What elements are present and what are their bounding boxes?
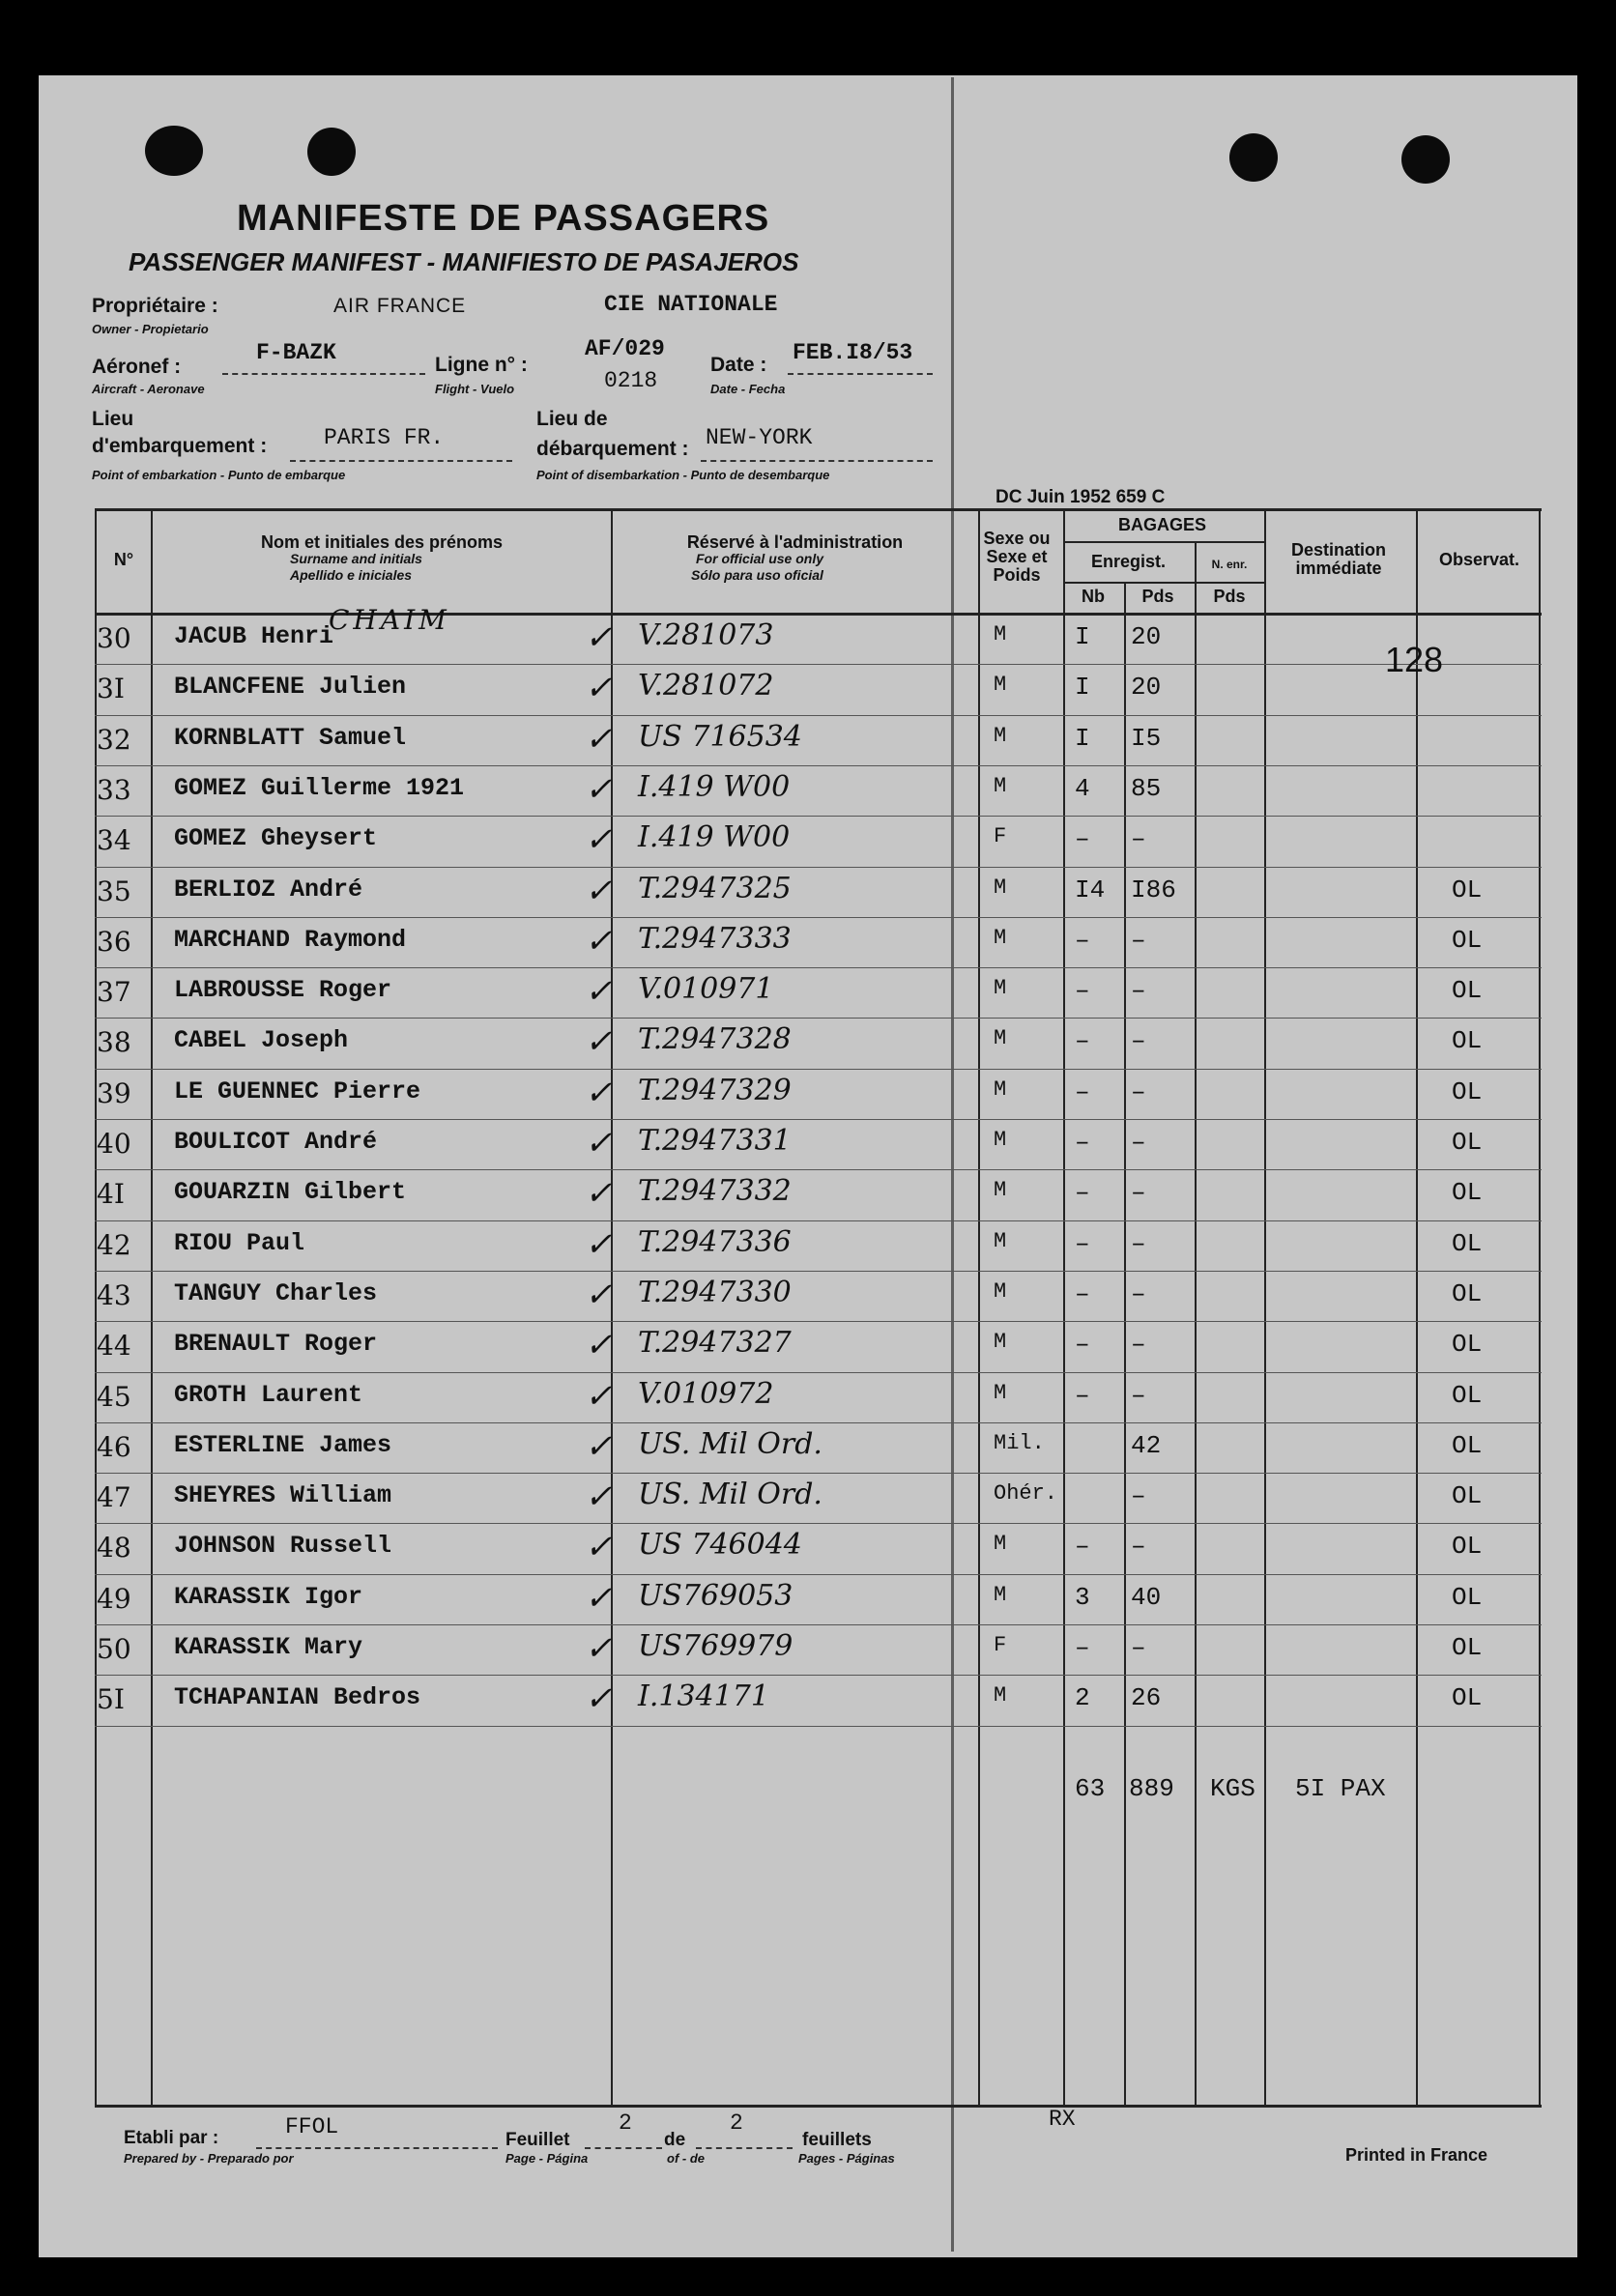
baggage-weight: – (1131, 1532, 1146, 1562)
sex: M (994, 1683, 1007, 1708)
official-ref: I.419 W00 (638, 820, 791, 855)
page-sub: Page - Página (505, 2151, 589, 2166)
passenger-name: RIOU Paul (174, 1228, 305, 1257)
baggage-weight: – (1131, 1633, 1146, 1662)
sheets-label: feuillets (802, 2130, 872, 2150)
row-rule (95, 1422, 1542, 1423)
passenger-name: BRENAULT Roger (174, 1330, 378, 1359)
row-number: 38 (97, 1026, 131, 1059)
official-ref: V.281072 (638, 669, 774, 703)
passenger-name: KARASSIK Igor (174, 1582, 363, 1611)
form-code: DC Juin 1952 659 C (996, 487, 1166, 507)
printed-in: Printed in France (1345, 2145, 1488, 2165)
row-number: 45 (97, 1380, 131, 1413)
check-mark-icon: ✓ (585, 1528, 613, 1567)
prepared-dotline (256, 2147, 498, 2149)
observation: OL (1452, 1330, 1483, 1360)
sex: M (994, 1228, 1007, 1253)
baggage-count: – (1075, 1128, 1090, 1157)
passenger-name: GOUARZIN Gilbert (174, 1178, 407, 1207)
row-number: 32 (97, 723, 131, 756)
baggage-weight: 20 (1131, 622, 1162, 651)
row-number: 40 (97, 1128, 131, 1160)
sex: M (994, 976, 1007, 1001)
baggage-weight: – (1131, 1228, 1146, 1258)
official-ref: I.419 W00 (638, 769, 791, 804)
date-label: Date : (710, 354, 767, 376)
punch-hole (307, 128, 356, 176)
col-name: Nom et initiales des prénoms (260, 532, 504, 552)
observation: OL (1452, 1633, 1483, 1662)
baggage-count: – (1075, 1228, 1090, 1258)
aircraft-value: F-BAZK (256, 340, 336, 365)
passenger-name: BLANCFENE Julien (174, 673, 407, 702)
row-number: 44 (97, 1330, 131, 1363)
page-label: Feuillet (505, 2130, 570, 2150)
observation: OL (1452, 1683, 1483, 1713)
punch-hole (1401, 135, 1450, 184)
sex: M (994, 1076, 1007, 1102)
check-mark-icon: ✓ (585, 1679, 613, 1719)
baggage-weight: I86 (1131, 875, 1176, 904)
baggage-weight: – (1131, 1380, 1146, 1410)
owner-sub: Owner - Propietario (92, 322, 209, 336)
table-top-rule (95, 508, 1542, 511)
aircraft-sub: Aircraft - Aeronave (92, 382, 205, 396)
row-rule (95, 1119, 1542, 1120)
baggage-weight: 85 (1131, 773, 1162, 803)
official-ref: I.134171 (638, 1679, 769, 1714)
sex: F (994, 1633, 1007, 1657)
owner-label: Propriétaire : (92, 295, 218, 317)
page-dotline (585, 2147, 662, 2149)
check-mark-icon: ✓ (585, 669, 613, 708)
col-pds: Pds (1141, 587, 1174, 606)
passenger-name: TANGUY Charles (174, 1278, 378, 1307)
table-header-rule (95, 613, 1542, 616)
observation: OL (1452, 1532, 1483, 1562)
row-number: 50 (97, 1633, 131, 1665)
baggage-count: – (1075, 824, 1090, 854)
sex: M (994, 1128, 1007, 1152)
passenger-name: KARASSIK Mary (174, 1633, 363, 1661)
baggage-count: – (1075, 976, 1090, 1006)
enreg-rule (1063, 582, 1264, 584)
official-ref: US. Mil Ord. (638, 1478, 822, 1512)
baggage-count: – (1075, 1278, 1090, 1308)
passenger-name: LABROUSSE Roger (174, 976, 392, 1005)
row-number: 35 (97, 875, 131, 907)
baggage-weight: – (1131, 1076, 1146, 1106)
official-ref: T.2947331 (638, 1124, 792, 1158)
table-column-rule (978, 508, 980, 2105)
official-ref: T.2947332 (638, 1174, 792, 1209)
row-number: 4I (97, 1178, 125, 1211)
observation: OL (1452, 1026, 1483, 1056)
row-rule (95, 715, 1542, 716)
prepared-sub: Prepared by - Preparado por (124, 2151, 294, 2166)
baggage-weight: – (1131, 976, 1146, 1006)
punch-hole (145, 126, 203, 176)
passenger-name: BERLIOZ André (174, 875, 363, 904)
check-mark-icon: ✓ (585, 1022, 613, 1062)
col-nb: Nb (1082, 587, 1105, 606)
row-rule (95, 1473, 1542, 1474)
official-ref: V.010971 (638, 972, 774, 1007)
row-rule (95, 664, 1542, 665)
official-ref: T.2947329 (638, 1073, 792, 1107)
row-rule (95, 1523, 1542, 1524)
page-mark: 128 (1385, 640, 1444, 679)
official-ref: T.2947330 (638, 1275, 792, 1309)
passenger-name: BOULICOT André (174, 1128, 378, 1156)
check-mark-icon: ✓ (585, 1275, 613, 1314)
row-number: 46 (97, 1430, 131, 1463)
row-rule (95, 1169, 1542, 1170)
baggage-weight: 26 (1131, 1683, 1162, 1713)
official-ref: T.2947325 (638, 871, 792, 905)
baggage-count: I (1075, 723, 1090, 753)
check-mark-icon: ✓ (585, 1326, 613, 1365)
check-mark-icon: ✓ (585, 618, 613, 657)
observation: OL (1452, 1278, 1483, 1308)
page-value: 2 (619, 2110, 632, 2136)
aircraft-label: Aéronef : (92, 356, 182, 378)
row-rule (95, 1372, 1542, 1373)
baggage-count: – (1075, 1076, 1090, 1106)
table-column-rule (1416, 508, 1418, 2105)
fold-line (951, 77, 954, 2252)
passenger-name: GROTH Laurent (174, 1380, 363, 1409)
baggage-weight: – (1131, 1330, 1146, 1360)
passenger-name: ESTERLINE James (174, 1430, 392, 1459)
owner-value-2: CIE NATIONALE (604, 292, 778, 317)
row-rule (95, 967, 1542, 968)
col-bagages: BAGAGES (1117, 515, 1206, 534)
owner-value: AIR FRANCE (333, 295, 467, 317)
official-ref: V.010972 (638, 1376, 774, 1411)
baggage-count: 2 (1075, 1683, 1090, 1713)
row-number: 43 (97, 1278, 131, 1311)
prepared-label: Etabli par : (124, 2128, 219, 2148)
sex: M (994, 875, 1007, 900)
embark-value: PARIS FR. (324, 425, 445, 450)
observation: OL (1452, 1582, 1483, 1612)
sex: M (994, 1026, 1007, 1051)
table-column-rule (1124, 582, 1126, 2105)
row-rule (95, 1726, 1542, 1727)
passenger-name: JACUB Henri (174, 622, 334, 650)
row-rule (95, 1321, 1542, 1322)
row-number: 33 (97, 773, 131, 806)
baggage-weight: – (1131, 1178, 1146, 1208)
baggage-count: I (1075, 622, 1090, 651)
row-rule (95, 917, 1542, 918)
baggage-count: – (1075, 1532, 1090, 1562)
of-dotline (696, 2147, 793, 2149)
sex: Mil. (994, 1430, 1045, 1455)
col-admin-sub1: For official use only (696, 551, 823, 566)
baggage-count: I4 (1075, 875, 1106, 904)
check-mark-icon: ✓ (585, 719, 613, 759)
baggage-count: 3 (1075, 1582, 1090, 1612)
observation: OL (1452, 1178, 1483, 1208)
row-number: 30 (97, 622, 131, 654)
baggage-weight: – (1131, 824, 1146, 854)
total-pds: 889 (1129, 1774, 1174, 1803)
check-mark-icon: ✓ (585, 1124, 613, 1162)
row-rule (95, 1220, 1542, 1221)
sex: M (994, 1532, 1007, 1557)
passenger-name: LE GUENNEC Pierre (174, 1076, 421, 1105)
embark-sub: Point of embarkation - Punto de embarque (92, 468, 346, 482)
col-admin: Réservé à l'administration (686, 532, 904, 552)
of-label: de (664, 2130, 686, 2150)
row-number: 39 (97, 1076, 131, 1109)
passenger-name: TCHAPANIAN Bedros (174, 1683, 421, 1712)
baggage-count: – (1075, 1026, 1090, 1056)
disembark-label-2: débarquement : (536, 438, 689, 460)
sex: M (994, 925, 1007, 950)
name-annotation: CHAIM (329, 604, 450, 636)
row-rule (95, 1271, 1542, 1272)
row-rule (95, 1574, 1542, 1575)
check-mark-icon: ✓ (585, 871, 613, 910)
row-rule (95, 816, 1542, 817)
row-number: 34 (97, 824, 131, 857)
table-bottom-rule (95, 2105, 1542, 2108)
passenger-name: GOMEZ Guillerme 1921 (174, 773, 465, 802)
of-sub: of - de (667, 2151, 705, 2166)
check-mark-icon: ✓ (585, 1578, 613, 1618)
row-rule (95, 1018, 1542, 1019)
prepared-value: FFOL (285, 2114, 339, 2139)
official-ref: V.281073 (638, 618, 774, 652)
sex: Ohér. (994, 1481, 1058, 1507)
punch-hole (1229, 133, 1278, 182)
disembark-value: NEW-YORK (706, 425, 813, 450)
table-column-rule (1264, 508, 1266, 2105)
table-column-rule (1539, 508, 1541, 2105)
observation: OL (1452, 875, 1483, 904)
col-nonenr: N. enr. (1211, 558, 1248, 571)
baggage-count: – (1075, 925, 1090, 955)
official-ref: US 716534 (638, 719, 802, 754)
row-number: 42 (97, 1228, 131, 1261)
disembark-label: Lieu de (536, 408, 608, 430)
aircraft-dotline (222, 373, 425, 375)
col-sex: Sexe ou Sexe et Poids (983, 529, 1051, 585)
sex: M (994, 1330, 1007, 1355)
official-ref: T.2947333 (638, 921, 792, 956)
row-rule (95, 1069, 1542, 1070)
embark-dotline (290, 460, 512, 462)
sheets-sub: Pages - Páginas (798, 2151, 895, 2166)
baggage-count: – (1075, 1178, 1090, 1208)
check-mark-icon: ✓ (585, 1426, 613, 1466)
row-number: 48 (97, 1532, 131, 1564)
date-sub: Date - Fecha (710, 382, 786, 396)
check-mark-icon: ✓ (585, 769, 613, 809)
of-value: 2 (730, 2110, 743, 2136)
baggage-weight: – (1131, 925, 1146, 955)
passenger-name: KORNBLATT Samuel (174, 723, 407, 752)
table-column-rule (1063, 508, 1065, 2105)
row-rule (95, 1675, 1542, 1676)
disembark-sub: Point of disembarkation - Punto de desembarque (536, 468, 830, 482)
sex: M (994, 1582, 1007, 1607)
row-number: 49 (97, 1582, 131, 1615)
sex: M (994, 1278, 1007, 1304)
baggage-weight: I5 (1131, 723, 1162, 753)
col-dest: Destination immédiate (1290, 540, 1386, 578)
manifest-sheet (39, 75, 1577, 2257)
observation: OL (1452, 1228, 1483, 1258)
baggage-weight: 20 (1131, 673, 1162, 703)
baggage-weight: 40 (1131, 1582, 1162, 1612)
table-column-rule (1195, 541, 1197, 2105)
check-mark-icon: ✓ (585, 972, 613, 1012)
passenger-name: CABEL Joseph (174, 1026, 349, 1055)
flight-value-2: 0218 (604, 368, 658, 393)
row-rule (95, 1624, 1542, 1625)
bagages-rule (1063, 541, 1264, 543)
official-ref: US769053 (638, 1578, 794, 1613)
row-number: 47 (97, 1481, 131, 1514)
baggage-count: 4 (1075, 773, 1090, 803)
observation: OL (1452, 925, 1483, 955)
official-ref: T.2947328 (638, 1022, 792, 1057)
flight-label: Ligne n° : (435, 354, 528, 376)
observation: OL (1452, 1076, 1483, 1106)
row-number: 36 (97, 925, 131, 958)
disembark-dotline (701, 460, 933, 462)
col-obs: Observat. (1438, 550, 1520, 569)
passenger-name: MARCHAND Raymond (174, 925, 407, 954)
flight-sub: Flight - Vuelo (435, 382, 515, 396)
sex: M (994, 1380, 1007, 1405)
baggage-weight: – (1131, 1481, 1146, 1511)
baggage-weight: – (1131, 1128, 1146, 1157)
total-nb: 63 (1075, 1774, 1106, 1803)
row-rule (95, 867, 1542, 868)
embark-label: Lieu (92, 408, 134, 430)
col-no: N° (113, 550, 134, 569)
col-pds2: Pds (1213, 587, 1246, 606)
observation: OL (1452, 1481, 1483, 1511)
check-mark-icon: ✓ (585, 820, 613, 860)
observation: OL (1452, 1430, 1483, 1460)
col-admin-sub2: Sólo para uso oficial (691, 567, 823, 583)
check-mark-icon: ✓ (585, 1629, 613, 1668)
baggage-count: – (1075, 1380, 1090, 1410)
baggage-count: – (1075, 1633, 1090, 1662)
sex: M (994, 723, 1007, 748)
passenger-name: JOHNSON Russell (174, 1532, 392, 1561)
rx-mark: RX (1049, 2107, 1076, 2132)
date-value: FEB.I8/53 (793, 340, 913, 365)
sex: M (994, 673, 1007, 698)
embark-label-2: d'embarquement : (92, 435, 268, 457)
sex: F (994, 824, 1007, 849)
col-name-sub1: Surname and initials (290, 551, 422, 566)
baggage-count: I (1075, 673, 1090, 703)
observation: OL (1452, 1128, 1483, 1157)
sex: M (994, 773, 1007, 798)
sex: M (994, 622, 1007, 646)
col-name-sub2: Apellido e iniciales (290, 567, 413, 583)
row-rule (95, 765, 1542, 766)
official-ref: US769979 (638, 1629, 794, 1663)
check-mark-icon: ✓ (585, 1174, 613, 1214)
baggage-weight: 42 (1131, 1430, 1162, 1460)
row-number: 5I (97, 1683, 125, 1716)
manifest-title: MANIFESTE DE PASSAGERS (237, 198, 770, 239)
passenger-name: SHEYRES William (174, 1481, 392, 1510)
passenger-name: GOMEZ Gheysert (174, 824, 378, 853)
observation: OL (1452, 976, 1483, 1006)
row-number: 37 (97, 976, 131, 1009)
official-ref: T.2947336 (638, 1224, 792, 1259)
official-ref: US 746044 (638, 1528, 802, 1563)
date-dotline (788, 373, 933, 375)
baggage-weight: – (1131, 1278, 1146, 1308)
observation: OL (1452, 1380, 1483, 1410)
check-mark-icon: ✓ (585, 1224, 613, 1264)
baggage-count: – (1075, 1330, 1090, 1360)
check-mark-icon: ✓ (585, 1376, 613, 1416)
check-mark-icon: ✓ (585, 921, 613, 961)
col-enreg: Enregist. (1090, 552, 1167, 571)
flight-value: AF/029 (585, 336, 665, 361)
manifest-subtitle: PASSENGER MANIFEST - MANIFIESTO DE PASAJEROS (129, 247, 799, 276)
row-number: 3I (97, 673, 125, 705)
official-ref: US. Mil Ord. (638, 1426, 822, 1461)
total-pax: 5I PAX (1295, 1774, 1386, 1803)
baggage-weight: – (1131, 1026, 1146, 1056)
sex: M (994, 1178, 1007, 1203)
check-mark-icon: ✓ (585, 1478, 613, 1517)
table-column-rule (151, 508, 153, 2105)
check-mark-icon: ✓ (585, 1073, 613, 1112)
official-ref: T.2947327 (638, 1326, 792, 1361)
total-unit: KGS (1210, 1774, 1255, 1803)
